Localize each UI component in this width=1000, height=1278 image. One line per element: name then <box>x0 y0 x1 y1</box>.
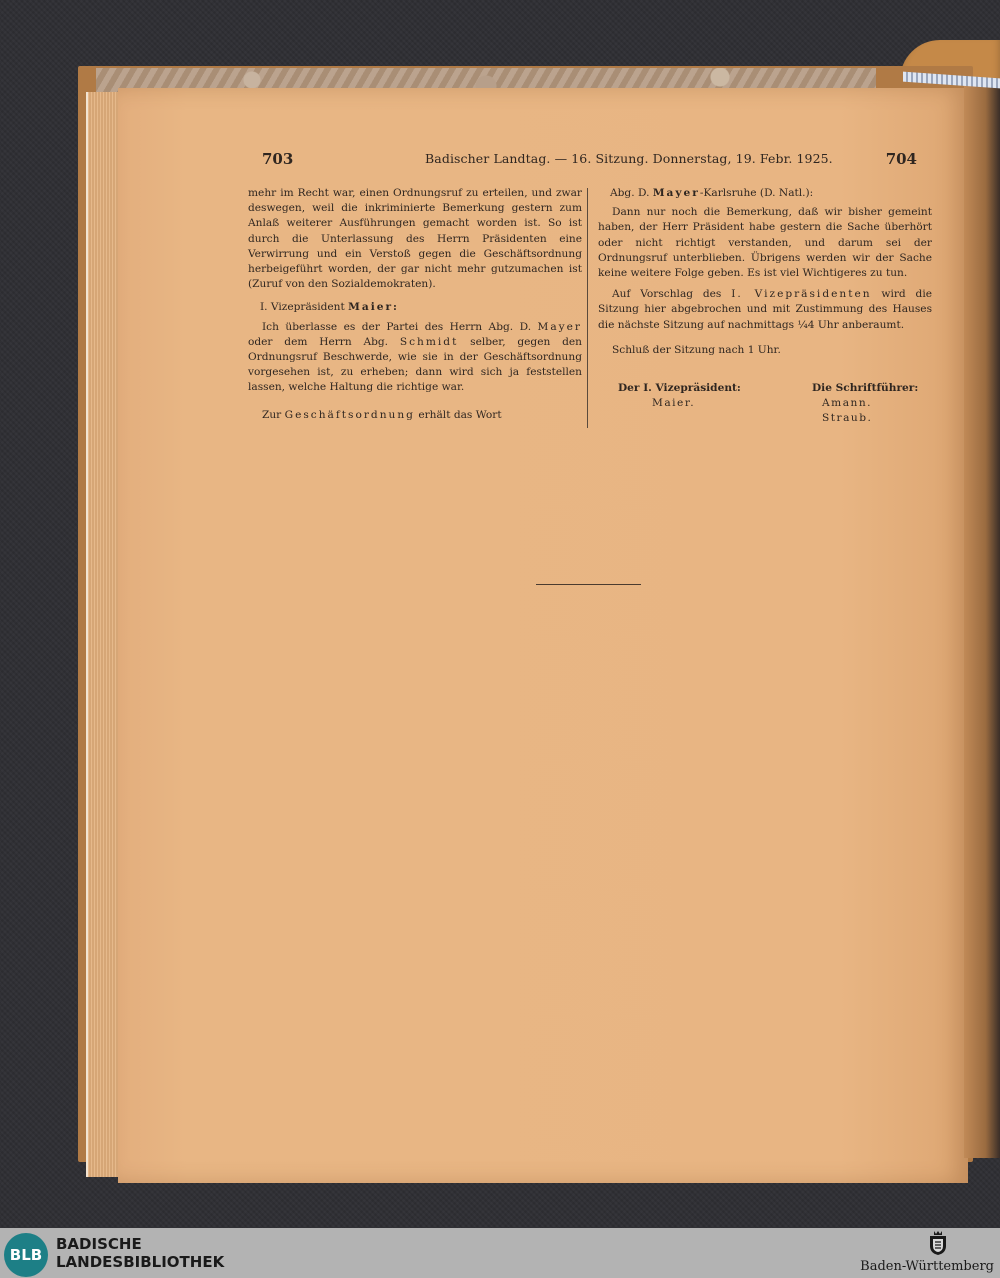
text-run: Ich überlasse es der Partei des Herrn Abg. D. <box>262 320 538 333</box>
text-run: erhält das Wort <box>414 408 502 421</box>
library-name-line-2: LANDESBIBLIOTHEK <box>56 1253 225 1271</box>
text-run: wird die Sitzung hier abgebrochen und mit Zustimmung des Hauses die nächste Sitzung auf nachmittags ¼4 Uhr anberaumt. <box>598 288 932 331</box>
running-header <box>262 150 917 170</box>
column-divider <box>587 188 588 428</box>
left-column <box>248 186 582 423</box>
footer-bar <box>0 1228 1000 1278</box>
running-title: Badischer Landtag. — 16. Sitzung. Donnerstag, 19. Febr. 1925. <box>425 151 833 166</box>
signature-name: Straub. <box>822 412 873 425</box>
left-paragraph-2 <box>248 320 582 396</box>
library-name[interactable] <box>56 1235 224 1271</box>
right-paragraph-1: Dann nur noch die Bemerkung, daß wir bisher gemeint haben, der Herr Präsident habe gestern die Sache überhört oder nicht richtigt verstanden, und darum sei der Ordnungsruf unterblieben. Übrigens werden wir der Sache keine weitere Folge geben. Es ist viel Wichtigeres zu tun. <box>598 206 932 280</box>
emphasized-term: Geschäftsordnung <box>284 408 415 421</box>
speaker-suffix: -Karlsruhe (D. Natl.): <box>699 187 814 199</box>
section-end-rule <box>536 584 641 585</box>
coat-of-arms-icon <box>928 1230 948 1256</box>
signature-title: Die Schriftführer: <box>812 382 919 394</box>
text-run: selber, gegen den Ordnungsruf Beschwerde, wie sie in der Geschäftsordnung vorgesehen ist, zu erheben; dann wird sich ja feststellen lassen, welche Haltung die richtige war. <box>248 335 582 394</box>
right-column <box>598 186 932 358</box>
text-run: oder dem Herrn Abg. <box>248 335 400 348</box>
emphasized-title: I. Vizepräsidenten <box>731 288 872 301</box>
text-run: Auf Vorschlag des <box>612 288 732 301</box>
text-run: Zur <box>262 408 285 421</box>
speaker-prefix: I. Vizepräsident <box>260 301 349 314</box>
speaker-heading-maier <box>248 300 582 315</box>
signature-title: Der I. Vizepräsident: <box>618 382 741 394</box>
speaker-heading-mayer <box>598 186 932 201</box>
state-name[interactable]: Baden-Württemberg <box>860 1259 994 1274</box>
speaker-prefix: Abg. D. <box>610 187 653 199</box>
signature-name: Amann. <box>822 397 873 410</box>
left-paragraph-1: mehr im Recht war, einen Ordnungsruf zu erteilen, und zwar deswegen, weil die inkriminierte Bemerkung gestern zum Anlaß weiterer Ausführungen gemacht worden ist. So ist durch die Unterlassung des Herrn Präsidenten eine Verwirrung und ein Verstoß gegen die Geschäftsordnung herbeigeführt worden, der gar nicht mehr gutzumachen ist (Zuruf von den Sozialdemokraten). <box>248 187 582 291</box>
page-number-left: 703 <box>262 150 294 168</box>
emphasized-name: Mayer <box>537 320 582 333</box>
left-paragraph-3 <box>248 408 582 423</box>
book-gutter-edge <box>964 80 1000 1158</box>
signature-vice-president <box>618 381 741 411</box>
right-paragraph-2 <box>598 287 932 333</box>
speaker-name: Mayer <box>652 187 700 199</box>
emphasized-name: Schmidt <box>399 335 459 348</box>
library-name-line-1: BADISCHE <box>56 1235 142 1253</box>
page-number-right: 704 <box>885 150 917 168</box>
blb-logo[interactable]: BLB <box>4 1233 48 1277</box>
speaker-name: Maier: <box>348 301 399 314</box>
signature-secretaries <box>812 381 918 427</box>
closing-line: Schluß der Sitzung nach 1 Uhr. <box>612 343 781 356</box>
signature-name: Maier. <box>652 397 696 410</box>
